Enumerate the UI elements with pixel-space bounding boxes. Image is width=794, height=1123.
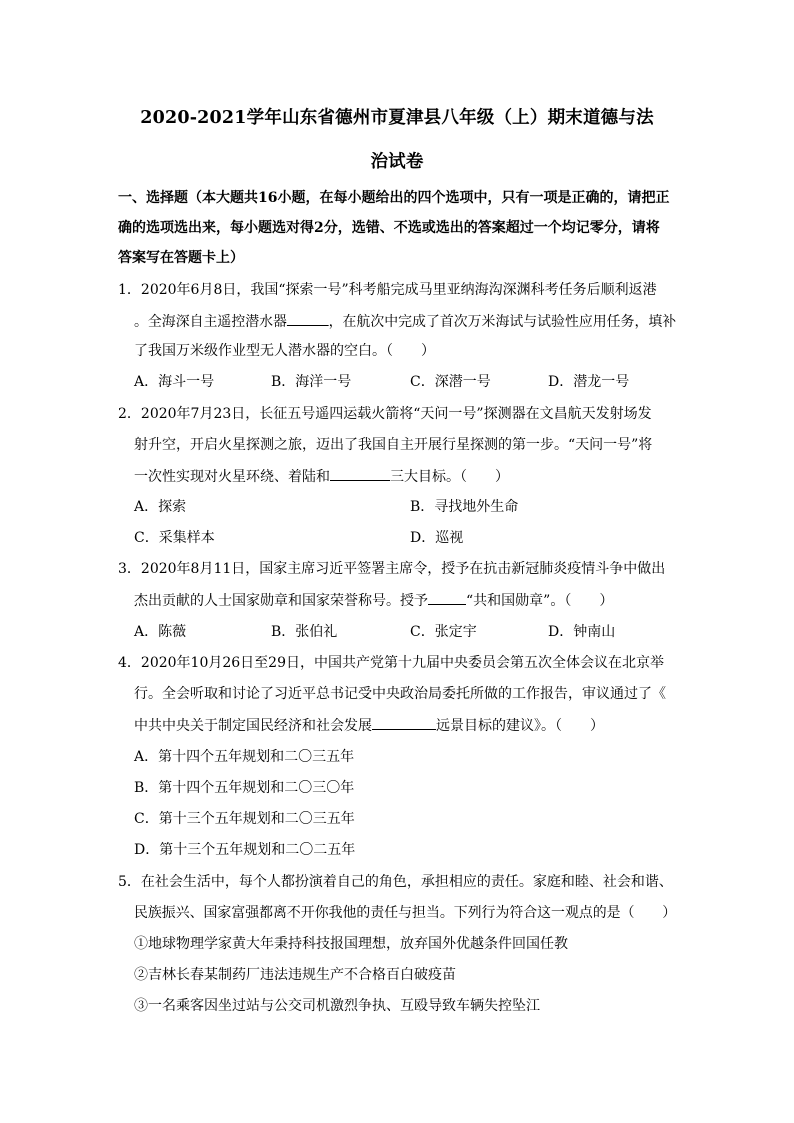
question-4-line3-text-a: 中共中央关于制定国民经济和社会发展 — [134, 718, 372, 734]
question-4-line2: 行。全会听取和讨论了习近平总书记受中央政治局委托所做的工作报告，审议通过了《 — [134, 686, 666, 702]
section-instruction-line3: 答案写在答题卡上） — [118, 250, 244, 266]
question-1-option-b: B．海洋一号 — [271, 374, 352, 390]
question-2-option-c: C．采集样本 — [134, 530, 215, 546]
question-2-line2: 射升空，开启火星探测之旅，迈出了我国自主开展行星探测的第一步。“天问一号”将 — [134, 437, 653, 453]
question-4-line3 — [134, 715, 604, 736]
question-2-line1: 2．2020年7月23日，长征五号遥四运载火箭将“天问一号”探测器在文昌航天发射场发 — [118, 406, 652, 422]
question-3-line2-text-a: 杰出贡献的人士国家勋章和国家荣誉称号。授予 — [134, 593, 428, 609]
question-3-line2 — [134, 590, 613, 611]
question-1-line1: 1．2020年6月8日，我国“探索一号”科考船完成马里亚纳海沟深渊科考任务后顺利返港 — [118, 282, 657, 298]
question-5-line2: 民族振兴、国家富强都离不开你我他的责任与担当。下列行为符合这一观点的是（ ） — [134, 905, 677, 921]
question-3-option-a: A．陈薇 — [134, 624, 187, 640]
answer-blank — [330, 466, 390, 481]
question-5-item-1: ①地球物理学家黄大年秉持科技报国理想，放弃国外优越条件回国任教 — [134, 936, 568, 952]
question-1-line2-text-b: ，在航次中完成了首次万米海试与试验性应用任务，填补 — [328, 314, 677, 330]
question-1-option-c: C．深潜一号 — [410, 374, 491, 390]
exam-title-line2: 治试卷 — [370, 152, 424, 172]
question-4-option-c: C．第十三个五年规划和二〇三五年 — [134, 811, 355, 827]
question-2-option-b: B．寻找地外生命 — [410, 499, 519, 515]
question-3-line2-text-b: “共和国勋章”。（ ） — [466, 593, 614, 609]
question-1-line2 — [134, 311, 676, 332]
question-3-option-b: B．张伯礼 — [271, 624, 338, 640]
question-1-line3: 了我国万米级作业型无人潜水器的空白。（ ） — [134, 343, 435, 359]
question-1-option-d: D．潜龙一号 — [548, 374, 630, 390]
question-4-option-a: A．第十四个五年规划和二〇三五年 — [134, 749, 355, 765]
question-3-line1: 3．2020年8月11日，国家主席习近平签署主席令，授予在抗击新冠肺炎疫情斗争中做出 — [118, 561, 666, 577]
question-5-item-2: ②吉林长春某制药厂违法违规生产不合格百白破疫苗 — [134, 967, 456, 983]
question-4-option-d: D．第十三个五年规划和二〇二五年 — [134, 842, 356, 858]
question-2-line3-text-a: 一次性实现对火星环绕、着陆和 — [134, 469, 330, 485]
question-4-option-b: B．第十四个五年规划和二〇三〇年 — [134, 780, 355, 796]
section-instruction-line2: 确的选项选出来，每小题选对得2分，选错、不选或选出的答案超过一个均记零分，请将 — [118, 220, 660, 236]
section-instruction-line1: 一、选择题（本大题共16小题，在每小题给出的四个选项中，只有一项是正确的，请把正 — [118, 190, 670, 206]
question-2-line3-text-b: 三大目标。（ ） — [390, 469, 509, 485]
exam-title-line1: 2020-2021学年山东省德州市夏津县八年级（上）期末道德与法 — [140, 108, 654, 128]
question-3-option-c: C．张定宇 — [410, 624, 477, 640]
question-3-option-d: D．钟南山 — [548, 624, 616, 640]
question-5-line1: 5．在社会生活中，每个人都扮演着自己的角色，承担相应的责任。家庭和睦、社会和谐、 — [118, 874, 673, 890]
question-1-option-a: A．海斗一号 — [134, 374, 215, 390]
answer-blank — [428, 590, 466, 605]
question-2-option-d: D．巡视 — [410, 530, 464, 546]
question-4-line1: 4．2020年10月26日至29日，中国共产党第十九届中央委员会第五次全体会议在北京举 — [118, 655, 664, 671]
answer-blank — [287, 311, 329, 326]
question-1-line2-text-a: 。全海深自主遥控潜水器 — [134, 314, 287, 330]
answer-blank — [372, 715, 436, 730]
question-5-item-3: ③一名乘客因坐过站与公交司机激烈争执、互殴导致车辆失控坠江 — [134, 998, 540, 1014]
question-4-line3-text-b: 远景目标的建议》。（ ） — [436, 718, 604, 734]
question-2-line3 — [134, 466, 509, 487]
question-2-option-a: A．探索 — [134, 499, 187, 515]
